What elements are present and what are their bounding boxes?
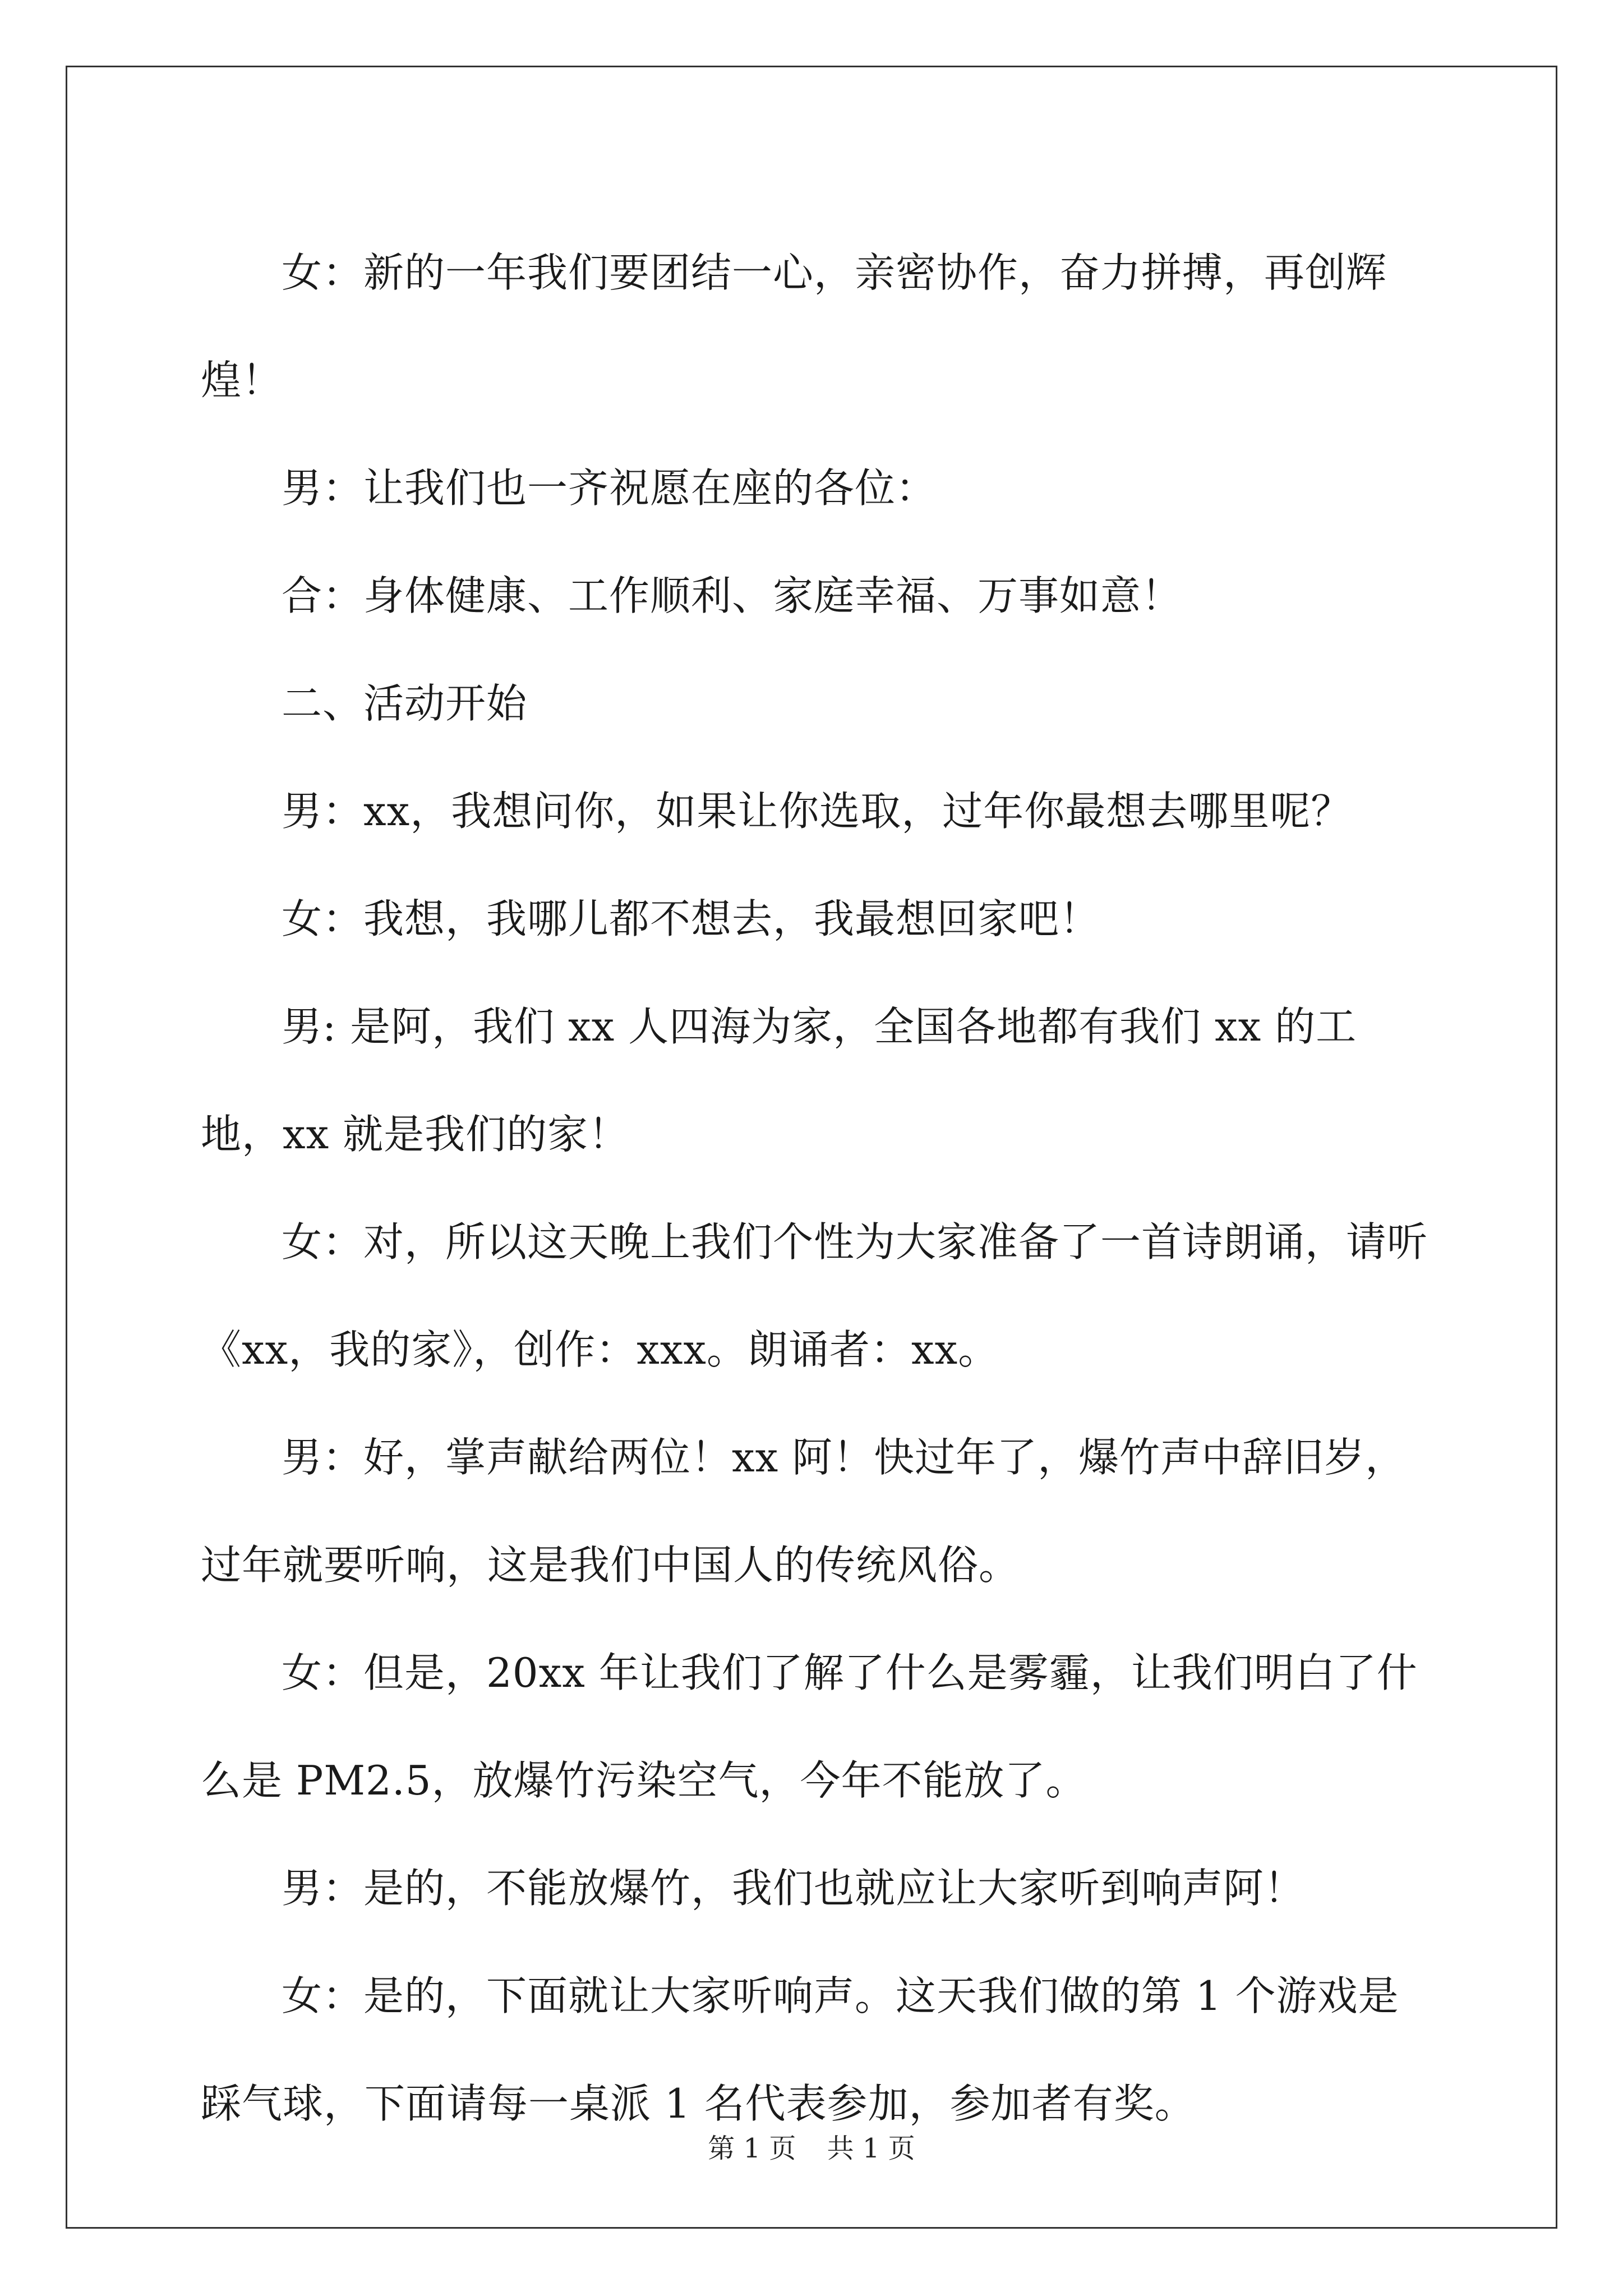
- section-heading: 二、活动开始: [282, 680, 528, 727]
- paragraph: 男：好，掌声献给两位！xx 阿！快过年了，爆竹声中辞旧岁，过年就要听响，这是我们中国人的传统风俗。: [201, 1434, 1407, 1589]
- document-body: [201, 219, 1432, 2157]
- paragraph: 男: 是阿，我们 xx 人四海为家，全国各地都有我们 xx 的工地，xx 就是我们的家！: [201, 1003, 1357, 1158]
- paragraph: 男：是的，不能放爆竹，我们也就应让大家听到响声阿！: [282, 1865, 1306, 1912]
- paragraph: 女：对，所以这天晚上我们个性为大家准备了一首诗朗诵，请听《xx，我的家》，创作：xxx。朗诵者：xx。: [201, 1218, 1428, 1373]
- paragraph: 女：但是，20xx 年让我们了解了什么是雾霾，让我们明白了什么是 PM2.5，放爆竹污染空气，今年不能放了。: [201, 1649, 1418, 1804]
- paragraph: 男：让我们也一齐祝愿在座的各位：: [282, 464, 937, 512]
- page-total: 共 1 页: [827, 2133, 915, 2164]
- paragraph: 女：新的一年我们要团结一心，亲密协作，奋力拼搏，再创辉煌！: [201, 249, 1387, 404]
- paragraph: 女：是的，下面就让大家听响声。这天我们做的第 1 个游戏是踩气球，下面请每一桌派 1 名代表参加，参加者有奖。: [201, 1972, 1399, 2127]
- paragraph: 合：身体健康、工作顺利、家庭幸福、万事如意！: [282, 572, 1183, 619]
- page-number: 第 1 页: [708, 2133, 796, 2164]
- paragraph: 男：xx，我想问你，如果让你选取，过年你最想去哪里呢？: [282, 788, 1352, 835]
- page-footer: [0, 2132, 1623, 2165]
- paragraph: 女：我想，我哪儿都不想去，我最想回家吧！: [282, 895, 1101, 942]
